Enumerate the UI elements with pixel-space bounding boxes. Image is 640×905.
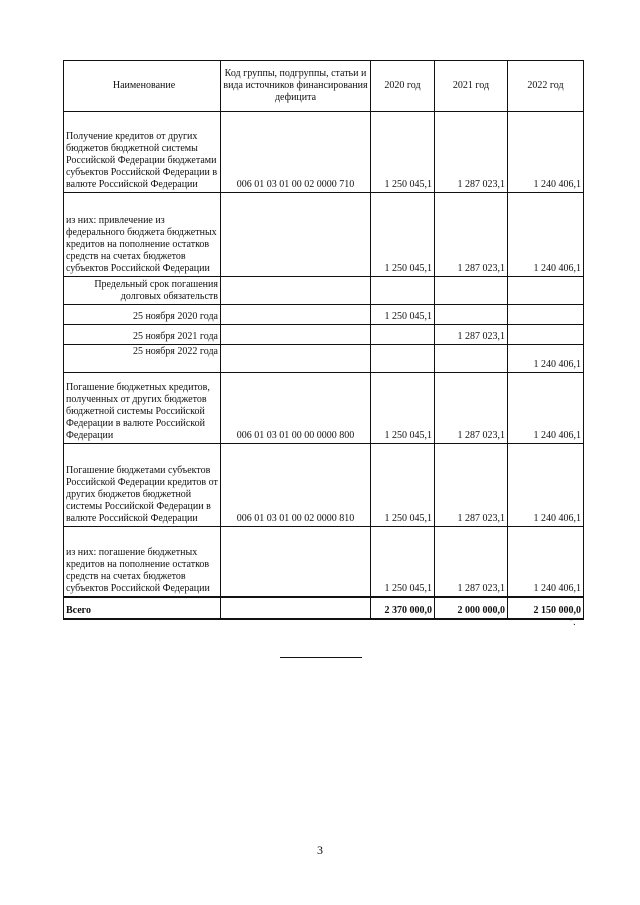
header-2022: 2022 год — [508, 61, 584, 112]
table-row — [64, 112, 584, 193]
value-2021 — [435, 277, 508, 305]
row-code: 006 01 03 01 00 00 0000 800 — [221, 373, 371, 444]
value-2022: 1 240 406,1 — [508, 444, 584, 527]
row-name: Получение кредитов от других бюджетов бюджетной системы Российской Федерации бюджетами субъектов Российской Федерации в валюте Российской Федерации — [64, 112, 221, 193]
value-2020: 1 250 045,1 — [371, 527, 435, 597]
table-row — [64, 373, 584, 444]
row-code — [221, 527, 371, 597]
row-code — [221, 193, 371, 277]
value-2020: 1 250 045,1 — [371, 305, 435, 325]
row-code — [221, 277, 371, 305]
total-2020: 2 370 000,0 — [371, 597, 435, 619]
table-row — [64, 444, 584, 527]
value-2022 — [508, 305, 584, 325]
row-name: из них: погашение бюджетных кредитов на пополнение остатков средств на счетах бюджетов субъектов Российской Федерации — [64, 527, 221, 597]
row-name: Предельный срок погашения долговых обязательств — [64, 277, 221, 305]
value-2021 — [435, 305, 508, 325]
value-2020 — [371, 325, 435, 345]
row-name: 25 ноября 2022 года — [64, 345, 221, 373]
table-row — [64, 325, 584, 345]
total-2021: 2 000 000,0 — [435, 597, 508, 619]
header-code: Код группы, подгруппы, статьи и вида источников финансирования дефицита — [221, 61, 371, 112]
table-row — [64, 345, 584, 373]
total-label: Всего — [64, 597, 221, 619]
header-2021: 2021 год — [435, 61, 508, 112]
value-2022 — [508, 277, 584, 305]
value-2021: 1 287 023,1 — [435, 112, 508, 193]
separator-line — [280, 657, 362, 658]
table-row — [64, 277, 584, 305]
value-2021: 1 287 023,1 — [435, 444, 508, 527]
row-code — [221, 305, 371, 325]
row-name: Погашение бюджетами субъектов Российской Федерации кредитов от других бюджетов бюджетной системы Российской Федерации в валюте Российской Федерации — [64, 444, 221, 527]
value-2022 — [508, 325, 584, 345]
value-2022: 1 240 406,1 — [508, 112, 584, 193]
value-2020: 1 250 045,1 — [371, 373, 435, 444]
table-header-row — [64, 61, 584, 112]
value-2022: 1 240 406,1 — [508, 527, 584, 597]
row-name: 25 ноября 2020 года — [64, 305, 221, 325]
total-code — [221, 597, 371, 619]
value-2020: 1 250 045,1 — [371, 444, 435, 527]
row-code — [221, 325, 371, 345]
value-2021: 1 287 023,1 — [435, 193, 508, 277]
value-2022: 1 240 406,1 — [508, 193, 584, 277]
value-2021 — [435, 345, 508, 373]
page-number: 3 — [317, 843, 323, 857]
row-name: 25 ноября 2021 года — [64, 325, 221, 345]
table-row — [64, 527, 584, 597]
value-2022: 1 240 406,1 — [508, 373, 584, 444]
row-code: 006 01 03 01 00 02 0000 810 — [221, 444, 371, 527]
row-name: Погашение бюджетных кредитов, полученных от других бюджетов бюджетной системы Российской Федерации в валюте Российской Федерации — [64, 373, 221, 444]
header-2020: 2020 год — [371, 61, 435, 112]
value-2020: 1 250 045,1 — [371, 112, 435, 193]
value-2020: 1 250 045,1 — [371, 193, 435, 277]
row-name: из них: привлечение из федерального бюджета бюджетных кредитов на пополнение остатков средств на счетах бюджетов субъектов Российской Федерации — [64, 193, 221, 277]
header-name: Наименование — [64, 61, 221, 112]
table-row — [64, 305, 584, 325]
value-2021: 1 287 023,1 — [435, 325, 508, 345]
total-row — [64, 597, 584, 619]
closing-quote: ". — [569, 617, 576, 628]
value-2020 — [371, 345, 435, 373]
value-2021: 1 287 023,1 — [435, 527, 508, 597]
row-code — [221, 345, 371, 373]
total-2022: 2 150 000,0 — [508, 597, 584, 619]
row-code: 006 01 03 01 00 02 0000 710 — [221, 112, 371, 193]
value-2022: 1 240 406,1 — [508, 345, 584, 373]
table-row — [64, 193, 584, 277]
value-2020 — [371, 277, 435, 305]
budget-sources-table — [63, 60, 584, 620]
value-2021: 1 287 023,1 — [435, 373, 508, 444]
